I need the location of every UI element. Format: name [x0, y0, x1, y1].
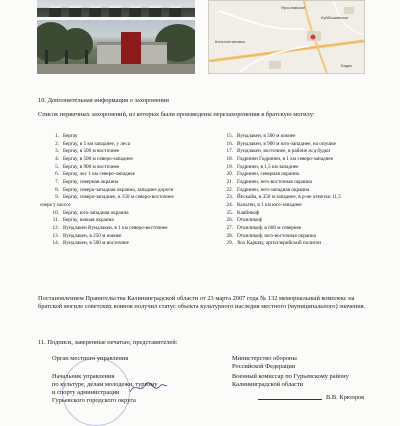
- location-marker-icon: [311, 35, 316, 40]
- list-item: 27. Отлиликоф, в 600 м севернее: [226, 224, 302, 231]
- resolution-paragraph: Постановлением Правительства Калининградской области от 23 марта 2007 года № 132 мемориальный комплекс на братской могиле советских воинов получил статус объекта культурного наследия местного (муниципального) значения.: [38, 295, 366, 310]
- list-item: 26. Отлиликоф: [226, 217, 262, 224]
- right-signatory-organization: [232, 355, 297, 371]
- right-signatory-title: [232, 373, 349, 389]
- burials-intro: Список первичных захоронений, из которых были произведены перезахоронения в братскую могилу:: [38, 111, 315, 118]
- list-item: 12. Вундлакен Вундлакен, в 1 км северо-восточнее: [52, 224, 168, 231]
- map-label: Куйбышевское: [321, 15, 349, 20]
- section-title: 10. Дополнительная информация о захоронении: [38, 97, 169, 104]
- grave-slab: [169, 6, 181, 17]
- right-signatory-name: В.В. Крюоров: [326, 394, 365, 401]
- list-item: 20. Годринен, северная окраина: [226, 171, 300, 178]
- grave-slab: [69, 6, 81, 17]
- list-item: 6. Бергау, лес 1 км северо-западнее: [55, 171, 136, 178]
- list-item: 25. Кляйнкоф: [226, 209, 260, 216]
- list-item: 24. Кальген, в 1 км юго-западнее: [226, 201, 302, 208]
- ground: [37, 64, 195, 74]
- list-item: 16. Вундлакен, в 900 м юго-западнее, на опушке: [226, 140, 336, 147]
- grave-slab: [49, 6, 61, 17]
- memorial-monument: [121, 32, 141, 64]
- left-signatory-organization: Орган местного управления: [52, 355, 129, 362]
- list-item: 15. Вундлакен, в 500 м южнее: [226, 133, 296, 139]
- grave-slab: [89, 6, 101, 17]
- list-item: 10. Бергау, юго-западная окраина: [52, 209, 129, 216]
- map-label: Бадек: [341, 63, 353, 68]
- signatory-line: и спорту администрации: [52, 388, 120, 396]
- signatory-line: Министерство обороны: [232, 355, 297, 362]
- memorial-photo-main: [37, 20, 195, 74]
- map-label: Константиновка: [215, 39, 245, 44]
- signatory-line: по культуре, делам молодежи, туризму: [52, 380, 158, 388]
- list-item: 4. Бергау, в 500 м северо-западнее: [55, 155, 133, 162]
- signatory-line: Начальник управления: [52, 373, 115, 380]
- list-item: 13. Вундлакен, в 250 м южнее: [52, 232, 122, 239]
- memorial-photo-top: [37, 0, 195, 17]
- list-item-continuation: озера у шоссе: [40, 201, 71, 208]
- grave-slab: [149, 6, 161, 17]
- list-item: 14. Вундлакен, в 500 м восточнее: [52, 240, 129, 247]
- list-item: 8. Бергау, северо-западная окраина, западнее дороги: [55, 186, 174, 193]
- list-item: 17. Вундлакен, восточнее, в районе ж/д будки: [226, 148, 331, 155]
- list-item: 21. Годринен, юго-восточная окраина: [226, 178, 312, 185]
- signatory-line: Военный комиссар по Гурьевскому району: [232, 373, 349, 380]
- list-item: 1. Бергау: [55, 133, 78, 139]
- grave-slab: [109, 6, 121, 17]
- burials-list-left: [40, 133, 208, 248]
- signatory-line: Российской Федерации: [232, 362, 296, 370]
- list-item: 2. Бергау, в 5 км западнее, у леса: [55, 140, 131, 147]
- list-item: 11. Бергау, южная окраина: [52, 217, 114, 224]
- list-item: 23. Йескайм, в 350 м западнее, в р-не отметки 11,5: [226, 194, 341, 201]
- map-label: Ярославское: [281, 5, 306, 10]
- list-item: 7. Бергау, северная окраина: [55, 178, 119, 185]
- list-item: 9. Бергау, северо-западнее, в 150 м северо-восточнее: [55, 194, 174, 201]
- memorial-photos: [0, 0, 205, 85]
- list-item: 3. Бергау, в 500 м восточнее: [55, 148, 120, 155]
- burials-list-right: [222, 133, 382, 248]
- list-item: 28. Отлиликоф, юго-восточная окраина: [226, 232, 316, 239]
- list-item: 19. Годринен, в 1,5 км западнее: [226, 163, 299, 170]
- list-item: 22. Годринен, юго-западная окраина: [226, 186, 310, 193]
- list-item: 29. Хох Каршау, артиллерийский полигон: [226, 240, 321, 247]
- signatory-line: Калининградской области: [232, 380, 304, 388]
- grave-slab: [129, 6, 141, 17]
- signatures-title: 11. Подписи, заверенные печатью, представителей:: [38, 339, 178, 346]
- list-item: 18. Годринен Годринен, в 1 км северо-западнее: [226, 155, 334, 162]
- location-map: [208, 0, 365, 74]
- signatory-line: Гурьевского городского округа: [52, 396, 136, 404]
- list-item: 5. Бергау, в 900 м восточнее: [55, 163, 120, 170]
